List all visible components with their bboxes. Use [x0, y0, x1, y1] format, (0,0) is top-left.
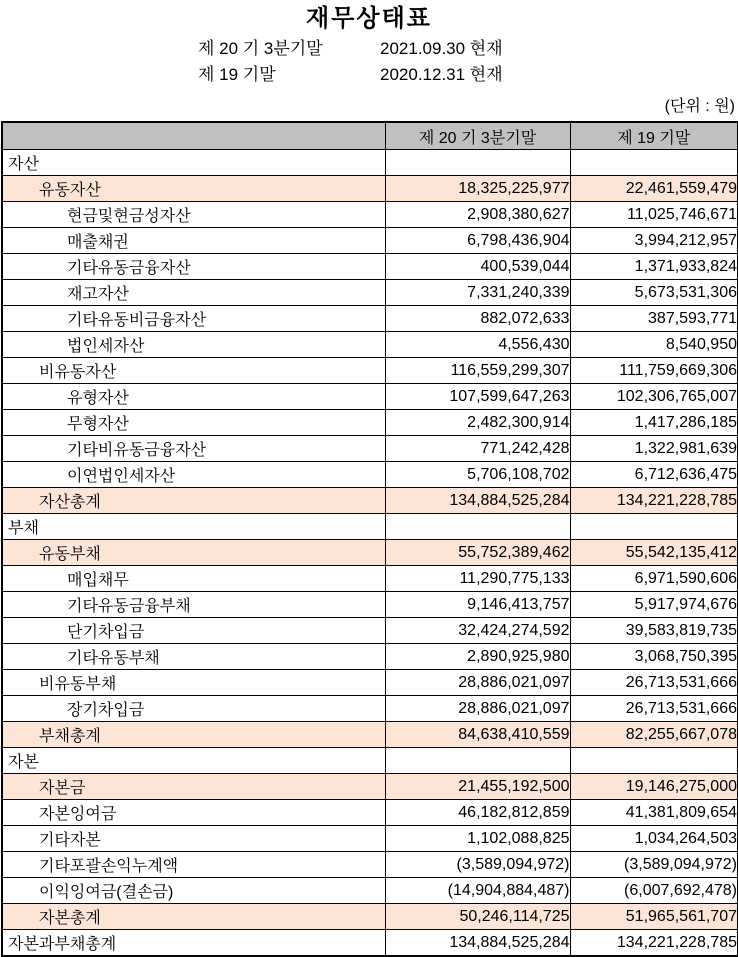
value-current-period: 882,072,633 — [385, 306, 570, 332]
value-current-period: 2,482,300,914 — [385, 410, 570, 436]
account-label: 부채총계 — [2, 722, 385, 748]
account-label: 기타유동부채 — [2, 644, 385, 670]
value-current-period: 84,638,410,559 — [385, 722, 570, 748]
value-prior-period: 26,713,531,666 — [570, 696, 738, 722]
value-prior-period: 387,593,771 — [570, 306, 738, 332]
value-prior-period: 82,255,667,078 — [570, 722, 738, 748]
value-current-period: 2,890,925,980 — [385, 644, 570, 670]
value-prior-period: 1,034,264,503 — [570, 826, 738, 852]
value-current-period: 400,539,044 — [385, 254, 570, 280]
value-current-period: 107,599,647,263 — [385, 384, 570, 410]
period-date: 2020.12.31 현재 — [380, 65, 503, 84]
table-row — [2, 384, 738, 410]
account-label: 자본총계 — [2, 904, 385, 930]
value-current-period: 32,424,274,592 — [385, 618, 570, 644]
table-row — [2, 254, 738, 280]
table-row — [2, 592, 738, 618]
value-prior-period: 102,306,765,007 — [570, 384, 738, 410]
value-current-period: 4,556,430 — [385, 332, 570, 358]
value-prior-period — [570, 514, 738, 540]
account-label: 기타비유동금융자산 — [2, 436, 385, 462]
table-row — [2, 670, 738, 696]
table-row — [2, 514, 738, 540]
account-label: 자본금 — [2, 774, 385, 800]
reporting-periods — [198, 36, 540, 88]
table-row — [2, 878, 738, 904]
account-label: 재고자산 — [2, 280, 385, 306]
value-prior-period: (3,589,094,972) — [570, 852, 738, 878]
value-prior-period: 26,713,531,666 — [570, 670, 738, 696]
account-label: 장기차입금 — [2, 696, 385, 722]
value-current-period: 116,559,299,307 — [385, 358, 570, 384]
value-prior-period — [570, 150, 738, 176]
account-label: 자본 — [2, 748, 385, 774]
table-body — [2, 150, 738, 957]
value-prior-period: 5,917,974,676 — [570, 592, 738, 618]
value-prior-period: 3,068,750,395 — [570, 644, 738, 670]
table-row — [2, 332, 738, 358]
table-row — [2, 280, 738, 306]
value-prior-period: 6,971,590,606 — [570, 566, 738, 592]
table-row — [2, 644, 738, 670]
value-prior-period: 111,759,669,306 — [570, 358, 738, 384]
account-label: 유형자산 — [2, 384, 385, 410]
value-current-period: 46,182,812,859 — [385, 800, 570, 826]
table-row — [2, 904, 738, 930]
table-row — [2, 540, 738, 566]
value-current-period: 6,798,436,904 — [385, 228, 570, 254]
account-label: 자산 — [2, 150, 385, 176]
value-prior-period: 1,417,286,185 — [570, 410, 738, 436]
value-prior-period: 5,673,531,306 — [570, 280, 738, 306]
account-label: 유동자산 — [2, 176, 385, 202]
account-label: 비유동부채 — [2, 670, 385, 696]
account-label: 기타유동금융자산 — [2, 254, 385, 280]
period-label: 제 19 기말 — [198, 65, 276, 84]
value-current-period: 9,146,413,757 — [385, 592, 570, 618]
value-current-period — [385, 514, 570, 540]
value-prior-period: 8,540,950 — [570, 332, 738, 358]
value-current-period: (3,589,094,972) — [385, 852, 570, 878]
table-row — [2, 488, 738, 514]
value-current-period: 771,242,428 — [385, 436, 570, 462]
value-prior-period: 1,371,933,824 — [570, 254, 738, 280]
value-current-period: (14,904,884,487) — [385, 878, 570, 904]
column-header-current-period: 제 20 기 3분기말 — [385, 122, 570, 150]
table-row — [2, 462, 738, 488]
table-row — [2, 696, 738, 722]
value-prior-period: 11,025,746,671 — [570, 202, 738, 228]
table-header-row — [2, 122, 738, 150]
value-current-period: 50,246,114,725 — [385, 904, 570, 930]
account-label: 자본잉여금 — [2, 800, 385, 826]
value-prior-period: 6,712,636,475 — [570, 462, 738, 488]
column-header-prior-period: 제 19 기말 — [570, 122, 738, 150]
table-row — [2, 826, 738, 852]
value-current-period: 18,325,225,977 — [385, 176, 570, 202]
value-prior-period: 134,221,228,785 — [570, 488, 738, 514]
value-current-period: 7,331,240,339 — [385, 280, 570, 306]
value-current-period: 2,908,380,627 — [385, 202, 570, 228]
table-row — [2, 618, 738, 644]
table-row — [2, 410, 738, 436]
account-label: 현금및현금성자산 — [2, 202, 385, 228]
account-label: 기타유동비금융자산 — [2, 306, 385, 332]
value-current-period: 1,102,088,825 — [385, 826, 570, 852]
value-prior-period: 39,583,819,735 — [570, 618, 738, 644]
account-label: 매출채권 — [2, 228, 385, 254]
account-label: 비유동자산 — [2, 358, 385, 384]
value-prior-period — [570, 748, 738, 774]
value-current-period: 28,886,021,097 — [385, 696, 570, 722]
table-row — [2, 852, 738, 878]
table-row — [2, 722, 738, 748]
account-label: 유동부채 — [2, 540, 385, 566]
column-header-account — [2, 122, 385, 150]
value-current-period: 28,886,021,097 — [385, 670, 570, 696]
value-current-period: 134,884,525,284 — [385, 488, 570, 514]
table-row — [2, 358, 738, 384]
table-row — [2, 202, 738, 228]
account-label: 법인세자산 — [2, 332, 385, 358]
table-row — [2, 566, 738, 592]
account-label: 단기차입금 — [2, 618, 385, 644]
account-label: 기타포괄손익누계액 — [2, 852, 385, 878]
value-current-period: 55,752,389,462 — [385, 540, 570, 566]
value-prior-period: 134,221,228,785 — [570, 930, 738, 957]
table-row — [2, 176, 738, 202]
table-row — [2, 436, 738, 462]
value-current-period: 11,290,775,133 — [385, 566, 570, 592]
account-label: 부채 — [2, 514, 385, 540]
table-row — [2, 774, 738, 800]
value-prior-period: 1,322,981,639 — [570, 436, 738, 462]
period-line-current — [198, 36, 540, 62]
period-label: 제 20 기 3분기말 — [198, 39, 323, 58]
account-label: 이연법인세자산 — [2, 462, 385, 488]
table-row — [2, 748, 738, 774]
table-row — [2, 306, 738, 332]
table-row — [2, 150, 738, 176]
value-prior-period: (6,007,692,478) — [570, 878, 738, 904]
table-row — [2, 228, 738, 254]
value-current-period — [385, 150, 570, 176]
table-row — [2, 930, 738, 957]
account-label: 자본과부채총계 — [2, 930, 385, 957]
value-prior-period: 51,965,561,707 — [570, 904, 738, 930]
value-current-period: 5,706,108,702 — [385, 462, 570, 488]
value-current-period: 21,455,192,500 — [385, 774, 570, 800]
balance-sheet-table — [1, 121, 738, 957]
value-prior-period: 22,461,559,479 — [570, 176, 738, 202]
account-label: 기타유동금융부채 — [2, 592, 385, 618]
period-line-prior — [198, 62, 540, 88]
table-row — [2, 800, 738, 826]
value-prior-period: 41,381,809,654 — [570, 800, 738, 826]
account-label: 무형자산 — [2, 410, 385, 436]
unit-label: (단위 : 원) — [664, 98, 735, 115]
value-prior-period: 3,994,212,957 — [570, 228, 738, 254]
period-date: 2021.09.30 현재 — [380, 39, 503, 58]
account-label: 기타자본 — [2, 826, 385, 852]
value-prior-period: 55,542,135,412 — [570, 540, 738, 566]
account-label: 매입채무 — [2, 566, 385, 592]
value-current-period: 134,884,525,284 — [385, 930, 570, 957]
value-prior-period: 19,146,275,000 — [570, 774, 738, 800]
page-title: 재무상태표 — [306, 5, 432, 32]
value-current-period — [385, 748, 570, 774]
account-label: 자산총계 — [2, 488, 385, 514]
account-label: 이익잉여금(결손금) — [2, 878, 385, 904]
